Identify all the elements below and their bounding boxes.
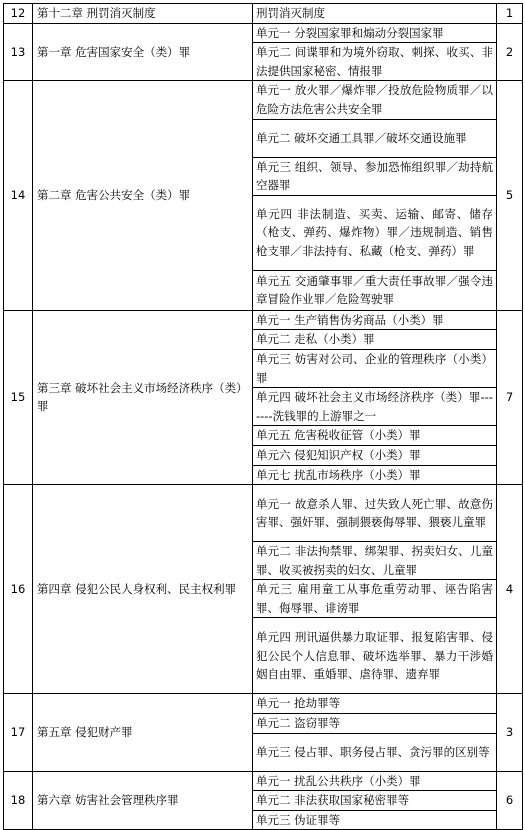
chapter-title: 第一章 危害国家安全（类）罪 bbox=[33, 23, 253, 81]
table-row bbox=[4, 771, 523, 791]
unit-count: 7 bbox=[497, 310, 523, 484]
chapter-title: 第五章 侵犯财产罪 bbox=[33, 694, 253, 771]
unit-cell: 单元三 伪证罪等 bbox=[253, 810, 497, 830]
unit-cell: 单元四 破坏社会主义市场经济秩序（类）罪-------洗钱罪的上游罪之一 bbox=[253, 388, 497, 426]
unit-cell: 单元五 交通肇事罪／重大责任事故罪／强令违章冒险作业罪／危险驾驶罪 bbox=[253, 270, 497, 310]
unit-cell: 单元四 非法制造、买卖、运输、邮寄、储存（枪支、弹药、爆炸物）罪／违规制造、销售枪支罪／非法持有、私藏（枪支、弹药）罪 bbox=[253, 195, 497, 270]
unit-cell: 单元六 侵犯知识产权（小类）罪 bbox=[253, 445, 497, 465]
unit-cell: 单元七 扰乱市场秩序（小类）罪 bbox=[253, 465, 497, 485]
unit-cell: 单元三 妨害对公司、企业的管理秩序（小类）罪 bbox=[253, 349, 497, 387]
row-number: 14 bbox=[4, 81, 33, 310]
unit-count: 4 bbox=[497, 485, 523, 694]
unit-cell: 单元二 盗窃罪等 bbox=[253, 714, 497, 734]
row-number: 16 bbox=[4, 485, 33, 694]
unit-cell: 刑罚消灭制度 bbox=[253, 4, 497, 24]
table-row bbox=[4, 694, 523, 714]
unit-cell: 单元一 抢劫罪等 bbox=[253, 694, 497, 714]
chapter-title: 第二章 危害公共安全（类）罪 bbox=[33, 81, 253, 310]
row-number: 17 bbox=[4, 694, 33, 771]
unit-cell: 单元二 走私（小类）罪 bbox=[253, 330, 497, 350]
unit-cell: 单元一 故意杀人罪、过失致人死亡罪、故意伤害罪、强奸罪、强制猥亵侮辱罪、猥亵儿童罪 bbox=[253, 485, 497, 542]
row-number: 12 bbox=[4, 4, 33, 24]
unit-cell: 单元三 侵占罪、职务侵占罪、贪污罪的区别等 bbox=[253, 733, 497, 771]
unit-cell: 单元一 生产销售伪劣商品（小类）罪 bbox=[253, 310, 497, 330]
table-row bbox=[4, 485, 523, 542]
unit-cell: 单元二 非法获取国家秘密罪等 bbox=[253, 791, 497, 811]
table-row bbox=[4, 4, 523, 24]
unit-cell: 单元五 危害税收征管（小类）罪 bbox=[253, 426, 497, 446]
unit-count: 3 bbox=[497, 694, 523, 771]
row-number: 18 bbox=[4, 771, 33, 830]
unit-cell: 单元二 破坏交通工具罪／破坏交通设施罪 bbox=[253, 119, 497, 157]
unit-cell: 单元四 刑讯逼供暴力取证罪、报复陷害罪、侵犯公民个人信息罪、破坏选举罪、暴力干涉婚姻自由罪、重婚罪、虐待罪、遗弃罪 bbox=[253, 618, 497, 694]
unit-cell: 单元一 放火罪／爆炸罪／投放危险物质罪／以危险方法危害公共安全罪 bbox=[253, 81, 497, 119]
unit-cell: 单元三 组织、领导、参加恐怖组织罪／劫持航空器罪 bbox=[253, 157, 497, 195]
unit-cell: 单元二 非法拘禁罪、绑架罪、拐卖妇女、儿童罪、收买被拐卖的妇女、儿童罪 bbox=[253, 542, 497, 580]
unit-cell: 单元二 间谍罪和为境外窃取、刺探、收买、非法提供国家秘密、情报罪 bbox=[253, 43, 497, 81]
table-row bbox=[4, 23, 523, 43]
unit-count: 2 bbox=[497, 23, 523, 81]
unit-cell: 单元三 雇用童工从事危重劳动罪、诬告陷害罪、侮辱罪、诽谤罪 bbox=[253, 580, 497, 618]
curriculum-table bbox=[3, 3, 523, 830]
row-number: 15 bbox=[4, 310, 33, 484]
unit-count: 6 bbox=[497, 771, 523, 830]
unit-cell: 单元一 扰乱公共秩序（小类）罪 bbox=[253, 771, 497, 791]
unit-count: 1 bbox=[497, 4, 523, 24]
unit-cell: 单元一 分裂国家罪和煽动分裂国家罪 bbox=[253, 23, 497, 43]
table-row bbox=[4, 81, 523, 119]
chapter-title: 第四章 侵犯公民人身权利、民主权利罪 bbox=[33, 485, 253, 694]
unit-count: 5 bbox=[497, 81, 523, 310]
row-number: 13 bbox=[4, 23, 33, 81]
chapter-title: 第六章 妨害社会管理秩序罪 bbox=[33, 771, 253, 830]
table-row bbox=[4, 310, 523, 330]
chapter-title: 第三章 破坏社会主义市场经济秩序（类）罪 bbox=[33, 310, 253, 484]
chapter-title: 第十二章 刑罚消灭制度 bbox=[33, 4, 253, 24]
